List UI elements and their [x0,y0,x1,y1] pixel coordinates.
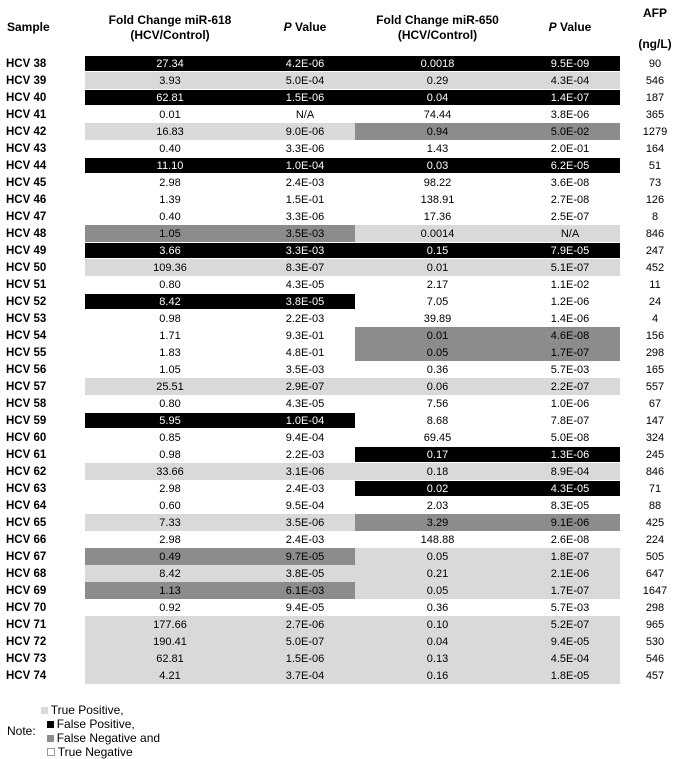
mir618-fold-change-cell: 0.85 [85,429,255,446]
mir650-fold-change-cell: 74.44 [355,106,520,123]
afp-value-cell: 1647 [620,582,690,599]
mir650-p-value-cell: 5.7E-03 [520,361,620,378]
header-mir618-line2: (HCV/Control) [130,27,210,42]
mir650-p-value-cell: 4.3E-05 [520,480,620,497]
mir650-p-value-cell: 8.9E-04 [520,463,620,480]
afp-value-cell: 557 [620,378,690,395]
table-row [0,412,690,429]
mir650-p-value-cell: 5.1E-07 [520,259,620,276]
mir650-p-value-cell: 6.2E-05 [520,157,620,174]
mir618-fold-change-cell: 190.41 [85,633,255,650]
afp-value-cell: 647 [620,565,690,582]
sample-label: HCV 41 [0,106,85,123]
header-p-value-mir650 [520,0,620,55]
header-sample-label: Sample [7,20,50,34]
table-row [0,191,690,208]
mir650-p-value-cell: 2.1E-06 [520,565,620,582]
mir618-p-value-cell: 3.5E-06 [255,514,355,531]
mir650-p-value-cell: 5.7E-03 [520,599,620,616]
mir650-fold-change-cell: 0.01 [355,259,520,276]
sample-label: HCV 44 [0,157,85,174]
mir618-p-value-cell: 2.4E-03 [255,531,355,548]
mir650-fold-change-cell: 0.18 [355,463,520,480]
header-mir618-line1: Fold Change miR-618 [108,12,232,27]
mir650-fold-change-cell: 0.02 [355,480,520,497]
mir618-fold-change-cell: 177.66 [85,616,255,633]
mir618-fold-change-cell: 0.60 [85,497,255,514]
sample-label: HCV 57 [0,378,85,395]
mir650-p-value-cell: 3.8E-06 [520,106,620,123]
afp-value-cell: 8 [620,208,690,225]
afp-value-cell: 11 [620,276,690,293]
legend-item-fn [47,731,160,745]
mir618-p-value-cell: 9.4E-05 [255,599,355,616]
table-row [0,650,690,667]
sample-label: HCV 64 [0,497,85,514]
mir618-p-value-cell: 2.7E-06 [255,616,355,633]
mir650-fold-change-cell: 1.43 [355,140,520,157]
sample-label: HCV 66 [0,531,85,548]
mir618-p-value-cell: 9.4E-04 [255,429,355,446]
table-row [0,582,690,599]
mir618-p-value-cell: 4.8E-01 [255,344,355,361]
mir618-p-value-cell: 9.5E-04 [255,497,355,514]
mir650-fold-change-cell: 0.0018 [355,55,520,72]
mir650-p-value-cell: 4.6E-08 [520,327,620,344]
mir618-p-value-cell: 1.0E-04 [255,157,355,174]
tp-swatch-icon [41,707,48,714]
mir650-fold-change-cell: 0.21 [355,565,520,582]
mir650-p-value-cell: 5.0E-02 [520,123,620,140]
sample-label: HCV 43 [0,140,85,157]
table-row [0,446,690,463]
afp-value-cell: 965 [620,616,690,633]
table-row [0,395,690,412]
mir618-fold-change-cell: 1.13 [85,582,255,599]
mir618-p-value-cell: 6.1E-03 [255,582,355,599]
mir618-fold-change-cell: 3.66 [85,242,255,259]
mir618-fold-change-cell: 11.10 [85,157,255,174]
mir650-p-value-cell: 1.4E-06 [520,310,620,327]
sample-label: HCV 46 [0,191,85,208]
afp-value-cell: 71 [620,480,690,497]
mir618-p-value-cell: N/A [255,106,355,123]
mir650-p-value-cell: 4.5E-04 [520,650,620,667]
afp-value-cell: 846 [620,463,690,480]
mir650-fold-change-cell: 69.45 [355,429,520,446]
sample-label: HCV 68 [0,565,85,582]
mir650-fold-change-cell: 148.88 [355,531,520,548]
mir618-fold-change-cell: 8.42 [85,565,255,582]
sample-label: HCV 51 [0,276,85,293]
afp-value-cell: 505 [620,548,690,565]
mir650-p-value-cell: 5.0E-08 [520,429,620,446]
mir618-p-value-cell: 3.1E-06 [255,463,355,480]
legend-note [7,703,160,759]
sample-label: HCV 72 [0,633,85,650]
legend-item-fp [47,717,160,731]
afp-value-cell: 546 [620,72,690,89]
table-row [0,242,690,259]
mir618-p-value-cell: 3.5E-03 [255,225,355,242]
mir650-fold-change-cell: 0.05 [355,548,520,565]
sample-label: HCV 65 [0,514,85,531]
afp-value-cell: 245 [620,446,690,463]
mir618-p-value-cell: 4.3E-05 [255,276,355,293]
table-row [0,548,690,565]
sample-label: HCV 48 [0,225,85,242]
mir618-fold-change-cell: 16.83 [85,123,255,140]
mir650-fold-change-cell: 0.13 [355,650,520,667]
table-row [0,157,690,174]
sample-label: HCV 52 [0,293,85,310]
mir650-p-value-cell: 7.9E-05 [520,242,620,259]
header-p-value-text: P Value [548,20,592,34]
sample-label: HCV 60 [0,429,85,446]
afp-value-cell: 73 [620,174,690,191]
table-row [0,225,690,242]
header-fold-change-mir618 [85,0,255,55]
afp-value-cell: 126 [620,191,690,208]
mir618-fold-change-cell: 0.80 [85,276,255,293]
tn-swatch-icon [47,748,55,756]
mir618-fold-change-cell: 0.98 [85,310,255,327]
afp-value-cell: 24 [620,293,690,310]
mir650-fold-change-cell: 0.04 [355,89,520,106]
afp-value-cell: 147 [620,412,690,429]
mir650-fold-change-cell: 0.29 [355,72,520,89]
mir650-fold-change-cell: 0.0014 [355,225,520,242]
mir650-p-value-cell: 7.8E-07 [520,412,620,429]
table-row [0,429,690,446]
mir650-fold-change-cell: 0.06 [355,378,520,395]
afp-value-cell: 4 [620,310,690,327]
table-row [0,293,690,310]
afp-value-cell: 156 [620,327,690,344]
mir618-fold-change-cell: 2.98 [85,480,255,497]
mir618-p-value-cell: 3.3E-06 [255,140,355,157]
table-row [0,633,690,650]
table-row [0,106,690,123]
table-row [0,599,690,616]
header-afp-line1: AFP [643,6,667,20]
mir618-p-value-cell: 5.0E-07 [255,633,355,650]
mir650-fold-change-cell: 7.56 [355,395,520,412]
mir650-p-value-cell: 1.8E-05 [520,667,620,684]
legend-item-tn [47,745,160,759]
legend-item-label: True Negative [57,745,133,759]
mir650-p-value-cell: 1.2E-06 [520,293,620,310]
sample-label: HCV 55 [0,344,85,361]
mir618-fold-change-cell: 2.98 [85,531,255,548]
sample-label: HCV 63 [0,480,85,497]
mir650-p-value-cell: 9.5E-09 [520,55,620,72]
afp-value-cell: 298 [620,599,690,616]
mir650-p-value-cell: 2.5E-07 [520,208,620,225]
mir650-fold-change-cell: 0.94 [355,123,520,140]
sample-label: HCV 69 [0,582,85,599]
mir650-p-value-cell: 1.3E-06 [520,446,620,463]
mir618-p-value-cell: 2.4E-03 [255,174,355,191]
header-afp [620,0,690,55]
table-row [0,140,690,157]
mir618-p-value-cell: 3.3E-03 [255,242,355,259]
mir650-fold-change-cell: 2.03 [355,497,520,514]
mir618-fold-change-cell: 109.36 [85,259,255,276]
sample-label: HCV 70 [0,599,85,616]
mir618-fold-change-cell: 4.21 [85,667,255,684]
mir650-fold-change-cell: 0.05 [355,582,520,599]
mir650-fold-change-cell: 0.10 [355,616,520,633]
table-row [0,497,690,514]
mir650-p-value-cell: 1.7E-07 [520,582,620,599]
fn-swatch-icon [47,735,54,742]
mir618-fold-change-cell: 0.92 [85,599,255,616]
mir650-p-value-cell: 1.0E-06 [520,395,620,412]
mir650-fold-change-cell: 2.17 [355,276,520,293]
mir618-p-value-cell: 9.7E-05 [255,548,355,565]
mir618-p-value-cell: 2.2E-03 [255,310,355,327]
sample-label: HCV 50 [0,259,85,276]
table-row [0,55,690,72]
afp-value-cell: 88 [620,497,690,514]
afp-value-cell: 365 [620,106,690,123]
sample-label: HCV 56 [0,361,85,378]
afp-value-cell: 298 [620,344,690,361]
mir618-fold-change-cell: 0.98 [85,446,255,463]
mir618-p-value-cell: 1.0E-04 [255,412,355,429]
sample-label: HCV 39 [0,72,85,89]
afp-value-cell: 51 [620,157,690,174]
note-prefix: Note: [7,724,36,738]
mir618-p-value-cell: 9.3E-01 [255,327,355,344]
table-row [0,616,690,633]
afp-value-cell: 67 [620,395,690,412]
mir650-fold-change-cell: 3.29 [355,514,520,531]
sample-label: HCV 74 [0,667,85,684]
sample-label: HCV 58 [0,395,85,412]
header-fold-change-mir650 [355,0,520,55]
table-row [0,123,690,140]
mir618-fold-change-cell: 1.39 [85,191,255,208]
mir650-fold-change-cell: 0.04 [355,633,520,650]
mir618-fold-change-cell: 7.33 [85,514,255,531]
header-sample [0,0,85,55]
sample-label: HCV 53 [0,310,85,327]
mir650-fold-change-cell: 98.22 [355,174,520,191]
mir650-p-value-cell: 8.3E-05 [520,497,620,514]
mir650-fold-change-cell: 0.01 [355,327,520,344]
mir650-fold-change-cell: 0.15 [355,242,520,259]
table-body [0,55,690,684]
afp-value-cell: 846 [620,225,690,242]
sample-label: HCV 73 [0,650,85,667]
table-row [0,480,690,497]
mir618-fold-change-cell: 0.40 [85,208,255,225]
mir650-p-value-cell: 1.1E-02 [520,276,620,293]
table-row [0,327,690,344]
mir618-p-value-cell: 3.8E-05 [255,565,355,582]
legend-item-label: True Positive, [50,703,124,717]
header-mir650-line2: (HCV/Control) [397,27,478,42]
sample-label: HCV 71 [0,616,85,633]
mir618-p-value-cell: 5.0E-04 [255,72,355,89]
sample-label: HCV 62 [0,463,85,480]
mir618-p-value-cell: 3.8E-05 [255,293,355,310]
afp-value-cell: 546 [620,650,690,667]
mir650-fold-change-cell: 0.36 [355,599,520,616]
mir650-p-value-cell: 1.8E-07 [520,548,620,565]
mir650-fold-change-cell: 39.89 [355,310,520,327]
mir650-p-value-cell: 3.6E-08 [520,174,620,191]
table-row [0,378,690,395]
afp-value-cell: 425 [620,514,690,531]
sample-label: HCV 40 [0,89,85,106]
mir618-p-value-cell: 4.2E-06 [255,55,355,72]
mir650-fold-change-cell: 8.68 [355,412,520,429]
table-row [0,89,690,106]
mir650-p-value-cell: N/A [520,225,620,242]
afp-value-cell: 165 [620,361,690,378]
sample-label: HCV 45 [0,174,85,191]
mir618-p-value-cell: 8.3E-07 [255,259,355,276]
mir650-p-value-cell: 5.2E-07 [520,616,620,633]
afp-value-cell: 247 [620,242,690,259]
mir650-p-value-cell: 9.1E-06 [520,514,620,531]
mir618-p-value-cell: 4.3E-05 [255,395,355,412]
mir618-p-value-cell: 1.5E-06 [255,89,355,106]
table-row [0,361,690,378]
table-row [0,174,690,191]
mir650-p-value-cell: 9.4E-05 [520,633,620,650]
mir618-fold-change-cell: 0.40 [85,140,255,157]
table-row [0,310,690,327]
table-row [0,565,690,582]
mir618-fold-change-cell: 8.42 [85,293,255,310]
mir618-fold-change-cell: 62.81 [85,650,255,667]
sample-label: HCV 61 [0,446,85,463]
mir618-fold-change-cell: 3.93 [85,72,255,89]
mir618-fold-change-cell: 33.66 [85,463,255,480]
mir650-p-value-cell: 1.7E-07 [520,344,620,361]
table-row [0,344,690,361]
header-afp-line2: (ng/L) [638,37,672,51]
mir618-p-value-cell: 2.2E-03 [255,446,355,463]
table-row [0,531,690,548]
mir650-fold-change-cell: 0.17 [355,446,520,463]
mir618-p-value-cell: 3.3E-06 [255,208,355,225]
mir618-fold-change-cell: 1.83 [85,344,255,361]
mir650-p-value-cell: 2.0E-01 [520,140,620,157]
afp-value-cell: 530 [620,633,690,650]
mir650-p-value-cell: 2.7E-08 [520,191,620,208]
mir618-p-value-cell: 3.5E-03 [255,361,355,378]
mir650-fold-change-cell: 17.36 [355,208,520,225]
mir650-p-value-cell: 4.3E-04 [520,72,620,89]
table-row [0,72,690,89]
legend-item-label: False Negative and [56,731,161,745]
mir618-p-value-cell: 1.5E-01 [255,191,355,208]
legend-item-tp [41,703,160,717]
mir618-fold-change-cell: 5.95 [85,412,255,429]
sample-label: HCV 59 [0,412,85,429]
fp-swatch-icon [47,721,54,728]
mir618-fold-change-cell: 1.05 [85,225,255,242]
mir618-p-value-cell: 9.0E-06 [255,123,355,140]
table-row [0,208,690,225]
legend-items [41,703,160,759]
header-p-value-mir618 [255,0,355,55]
afp-value-cell: 452 [620,259,690,276]
mir650-fold-change-cell: 138.91 [355,191,520,208]
mir618-fold-change-cell: 0.49 [85,548,255,565]
mir650-p-value-cell: 2.6E-08 [520,531,620,548]
mir650-fold-change-cell: 7.05 [355,293,520,310]
sample-label: HCV 54 [0,327,85,344]
sample-label: HCV 49 [0,242,85,259]
mir618-p-value-cell: 2.4E-03 [255,480,355,497]
afp-value-cell: 324 [620,429,690,446]
mir650-fold-change-cell: 0.16 [355,667,520,684]
table-row [0,276,690,293]
sample-label: HCV 42 [0,123,85,140]
mir650-p-value-cell: 2.2E-07 [520,378,620,395]
afp-value-cell: 457 [620,667,690,684]
afp-value-cell: 1279 [620,123,690,140]
mir618-fold-change-cell: 2.98 [85,174,255,191]
mir650-fold-change-cell: 0.03 [355,157,520,174]
afp-value-cell: 90 [620,55,690,72]
mir618-fold-change-cell: 0.01 [85,106,255,123]
mir618-p-value-cell: 2.9E-07 [255,378,355,395]
sample-label: HCV 67 [0,548,85,565]
table-row [0,463,690,480]
table-row [0,259,690,276]
afp-value-cell: 164 [620,140,690,157]
mir618-fold-change-cell: 62.81 [85,89,255,106]
legend-item-label: False Positive, [56,717,135,731]
header-mir650-line1: Fold Change miR-650 [376,12,499,27]
mir650-p-value-cell: 1.4E-07 [520,89,620,106]
header-p-value-text: P Value [283,20,327,34]
sample-label: HCV 38 [0,55,85,72]
table-row [0,514,690,531]
mir618-fold-change-cell: 25.51 [85,378,255,395]
afp-value-cell: 187 [620,89,690,106]
mir618-p-value-cell: 1.5E-06 [255,650,355,667]
mir618-p-value-cell: 3.7E-04 [255,667,355,684]
mir618-fold-change-cell: 1.05 [85,361,255,378]
mir650-fold-change-cell: 0.36 [355,361,520,378]
table-row [0,667,690,684]
mir618-fold-change-cell: 0.80 [85,395,255,412]
mir618-fold-change-cell: 1.71 [85,327,255,344]
mir650-fold-change-cell: 0.05 [355,344,520,361]
table-header-row [0,0,690,55]
mir618-fold-change-cell: 27.34 [85,55,255,72]
afp-value-cell: 224 [620,531,690,548]
sample-label: HCV 47 [0,208,85,225]
